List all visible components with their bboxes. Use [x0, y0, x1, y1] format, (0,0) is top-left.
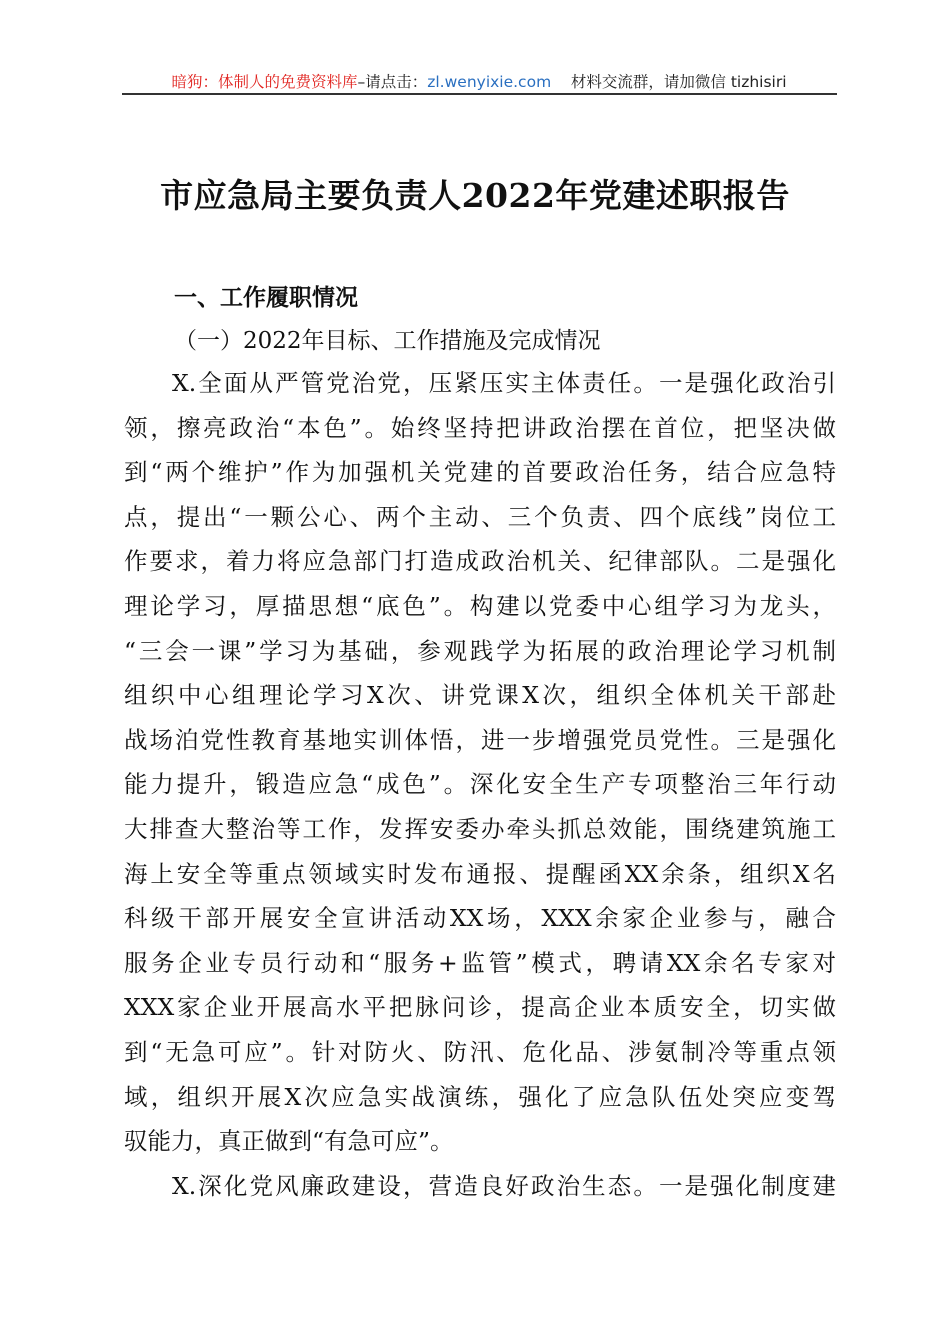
- body-text-line: 到“两个维护”作为加强机关党建的首要政治任务，结合应急特: [124, 458, 836, 487]
- body-text-line: 领，擦亮政治“本色”。始终坚持把讲政治摆在首位，把坚决做: [124, 413, 836, 442]
- body-text-line: 大排查大整治等工作，发挥安委办牵头抓总效能，围绕建筑施工: [124, 815, 836, 843]
- body-text-line: 作要求，着力将应急部门打造成政治机关、纪律部队。二是强化: [124, 547, 836, 576]
- body-text-line: 能力提升，锻造应急“成色”。深化安全生产专项整治三年行动: [124, 770, 836, 799]
- body-text-line: X.深化党风廉政建设，营造良好政治生态。一是强化制度建: [172, 1171, 836, 1200]
- body-text-line: 域，组织开展X次应急实战演练，强化了应急队伍处突应变驾: [124, 1082, 836, 1111]
- body-text-line: 战场泊党性教育基地实训体悟，进一步增强党员党性。三是强化: [124, 725, 836, 754]
- header-contact: 材料交流群，请加微信 tizhisiri: [570, 73, 787, 91]
- watermark-header: [122, 70, 836, 92]
- subsection-heading: （一）2022年目标、工作措施及完成情况: [174, 328, 601, 354]
- body-text-line: X.全面从严管党治党，压紧压实主体责任。一是强化政治引: [172, 369, 836, 397]
- header-divider: [122, 93, 837, 95]
- body-text-line: 驭能力，真正做到“有急可应”。: [124, 1127, 454, 1156]
- body-text-line: 海上安全等重点领域实时发布通报、提醒函XX余条，组织X名: [124, 859, 836, 888]
- body-text-line: 到“无急可应”。针对防火、防汛、危化品、涉氨制冷等重点领: [124, 1038, 836, 1066]
- document-title: 市应急局主要负责人2022年党建述职报告: [160, 176, 790, 215]
- body-text-line: 理论学习，厚描思想“底色”。构建以党委中心组学习为龙头，: [124, 592, 836, 620]
- header-click-prompt: –请点击：: [357, 73, 428, 91]
- body-text-line: “三会一课”学习为基础，参观践学为拓展的政治理论学习机制: [124, 636, 836, 665]
- body-text-line: 科级干部开展安全宣讲活动XX场，XXX余家企业参与，融合: [124, 904, 836, 933]
- body-text-line: XXX家企业开展高水平把脉问诊，提高企业本质安全，切实做: [124, 993, 836, 1022]
- body-text-line: 组织中心组理论学习X次、讲党课X次，组织全体机关干部赴: [124, 681, 836, 710]
- body-text-line: 点，提出“一颗公心、两个主动、三个负责、四个底线”岗位工: [124, 502, 836, 531]
- section-heading: 一、工作履职情况: [174, 285, 358, 311]
- header-url-link[interactable]: zl.wenyixie.com: [427, 73, 552, 91]
- body-text-line: 服务企业专员行动和“服务+监管”模式，聘请XX余名专家对: [124, 948, 836, 977]
- header-brand: 暗狗：体制人的免费资料库: [171, 73, 358, 91]
